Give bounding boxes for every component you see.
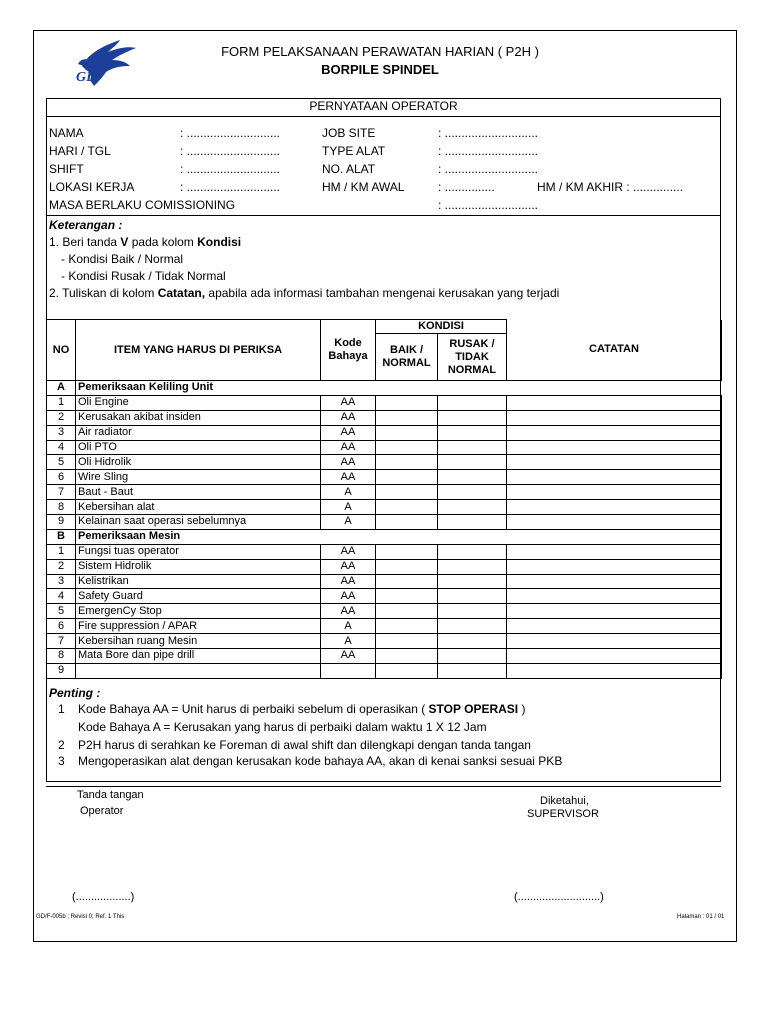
table-row <box>47 410 722 425</box>
table-row <box>47 634 722 649</box>
table-row <box>47 604 722 619</box>
header-baik: BAIK / NORMAL <box>376 334 438 381</box>
divider <box>46 116 721 117</box>
row-kode: A <box>321 619 376 634</box>
row-catatan-cell[interactable] <box>507 455 722 470</box>
keterangan-line3: - Kondisi Rusak / Tidak Normal <box>61 269 226 283</box>
row-kode: AA <box>321 574 376 589</box>
table-row <box>47 559 722 574</box>
penting-num-2: 2 <box>58 738 65 752</box>
text-bold: STOP OPERASI <box>428 702 519 716</box>
row-baik-cell[interactable] <box>376 455 438 470</box>
field-value-shift[interactable]: : ............................ <box>180 162 281 176</box>
row-baik-cell[interactable] <box>376 589 438 604</box>
row-catatan-cell[interactable] <box>507 544 722 559</box>
sign-operator-blank[interactable]: (..................) <box>72 891 135 903</box>
row-kode: AA <box>321 395 376 410</box>
row-no: 1 <box>47 544 76 559</box>
row-no: 8 <box>47 649 76 664</box>
row-kode: A <box>321 485 376 500</box>
keterangan-line1 <box>49 235 241 249</box>
row-no: 7 <box>47 634 76 649</box>
row-item: EmergenCy Stop <box>76 604 321 619</box>
row-baik-cell[interactable] <box>376 649 438 664</box>
field-value-nama[interactable]: : ............................ <box>180 126 281 140</box>
row-no: 4 <box>47 440 76 455</box>
row-rusak-cell[interactable] <box>438 410 507 425</box>
row-item: Wire Sling <box>76 470 321 485</box>
row-item: Safety Guard <box>76 589 321 604</box>
field-label-lokasi: LOKASI KERJA <box>49 180 135 194</box>
row-baik-cell[interactable] <box>376 485 438 500</box>
field-label-masa: MASA BERLAKU COMISSIONING <box>49 198 236 212</box>
row-baik-cell[interactable] <box>376 440 438 455</box>
row-kode: AA <box>321 589 376 604</box>
table-row <box>47 515 722 530</box>
field-label-nama: NAMA <box>49 126 84 140</box>
row-rusak-cell[interactable] <box>438 604 507 619</box>
row-kode: AA <box>321 470 376 485</box>
row-item: Oli PTO <box>76 440 321 455</box>
row-baik-cell[interactable] <box>376 515 438 530</box>
row-item: Kelistrikan <box>76 574 321 589</box>
text: 1. Beri tanda <box>49 235 121 249</box>
text: 2. Tuliskan di kolom <box>49 286 158 300</box>
table-row <box>47 574 722 589</box>
section-a-body <box>47 381 722 530</box>
row-baik-cell[interactable] <box>376 574 438 589</box>
row-catatan-cell[interactable] <box>507 515 722 530</box>
row-catatan-cell[interactable] <box>507 589 722 604</box>
field-label-hari: HARI / TGL <box>49 144 111 158</box>
row-kode: AA <box>321 455 376 470</box>
row-item: Oli Engine <box>76 395 321 410</box>
text-bold: Catatan, <box>157 286 206 300</box>
section-code: B <box>47 529 76 544</box>
row-catatan-cell[interactable] <box>507 663 722 678</box>
row-catatan-cell[interactable] <box>507 485 722 500</box>
row-catatan-cell[interactable] <box>507 395 722 410</box>
row-catatan-cell[interactable] <box>507 634 722 649</box>
row-item: Baut - Baut <box>76 485 321 500</box>
header-kondisi: KONDISI <box>376 320 507 334</box>
row-item: Kelainan saat operasi sebelumnya <box>76 515 321 530</box>
row-kode: A <box>321 634 376 649</box>
row-baik-cell[interactable] <box>376 425 438 440</box>
row-catatan-cell[interactable] <box>507 500 722 515</box>
row-catatan-cell[interactable] <box>507 410 722 425</box>
row-catatan-cell[interactable] <box>507 425 722 440</box>
row-no: 3 <box>47 574 76 589</box>
text: apabila ada informasi tambahan mengenai kerusakan yang terjadi <box>205 286 560 300</box>
sign-supervisor-blank[interactable]: (...........................) <box>514 891 604 903</box>
row-item <box>76 663 321 678</box>
row-kode <box>321 663 376 678</box>
form-title: FORM PELAKSANAAN PERAWATAN HARIAN ( P2H ) <box>221 44 539 59</box>
row-rusak-cell[interactable] <box>438 559 507 574</box>
row-kode: AA <box>321 559 376 574</box>
field-value-lokasi[interactable]: : ............................ <box>180 180 281 194</box>
row-baik-cell[interactable] <box>376 663 438 678</box>
logo-text: GD <box>76 70 97 85</box>
table-row <box>47 485 722 500</box>
header-kode: Kode Bahaya <box>321 320 376 381</box>
field-label-noalat: NO. ALAT <box>322 162 376 176</box>
penting-line3: Mengoperasikan alat dengan kerusakan kode bahaya AA, akan di kenai sanksi sesuai PKB <box>78 754 563 768</box>
table-row <box>47 589 722 604</box>
penting-heading: Penting : <box>49 686 101 700</box>
row-kode: AA <box>321 440 376 455</box>
row-rusak-cell[interactable] <box>438 470 507 485</box>
field-value-masa[interactable]: : ............................ <box>438 198 539 212</box>
table-row <box>47 440 722 455</box>
row-rusak-cell[interactable] <box>438 440 507 455</box>
row-rusak-cell[interactable] <box>438 663 507 678</box>
row-rusak-cell[interactable] <box>438 395 507 410</box>
section-row <box>47 381 722 396</box>
table-row <box>47 470 722 485</box>
row-no: 2 <box>47 559 76 574</box>
sign-operator-label2: Operator <box>80 805 124 817</box>
row-rusak-cell[interactable] <box>438 500 507 515</box>
penting-line2: P2H harus di serahkan ke Foreman di awal shift dan dilengkapi dengan tanda tangan <box>78 738 531 752</box>
section-title: Pemeriksaan Keliling Unit <box>76 381 722 396</box>
row-baik-cell[interactable] <box>376 410 438 425</box>
row-rusak-cell[interactable] <box>438 485 507 500</box>
row-kode: A <box>321 500 376 515</box>
row-catatan-cell[interactable] <box>507 574 722 589</box>
table-row <box>47 619 722 634</box>
field-label-type: TYPE ALAT <box>322 144 386 158</box>
row-no: 1 <box>47 395 76 410</box>
table-row <box>47 544 722 559</box>
row-catatan-cell[interactable] <box>507 470 722 485</box>
row-catatan-cell[interactable] <box>507 559 722 574</box>
footer-doc-code: GD/F-005b ; Revisi 0; Ref. 1 This <box>36 914 125 920</box>
penting-line1 <box>78 702 525 716</box>
penting-num-3: 3 <box>58 754 65 768</box>
field-value-hari[interactable]: : ............................ <box>180 144 281 158</box>
text-bold: Kondisi <box>197 235 242 249</box>
row-no: 5 <box>47 604 76 619</box>
sign-operator-label1: Tanda tangan <box>77 789 144 801</box>
row-no: 7 <box>47 485 76 500</box>
field-label-hmawal: HM / KM AWAL <box>322 180 405 194</box>
section-code: A <box>47 381 76 396</box>
divider <box>46 786 721 787</box>
penting-line1b: Kode Bahaya A = Kerusakan yang harus di perbaiki dalam waktu 1 X 12 Jam <box>78 720 487 734</box>
row-item: Oli Hidrolik <box>76 455 321 470</box>
row-kode: AA <box>321 410 376 425</box>
field-value-noalat[interactable]: : ............................ <box>438 162 539 176</box>
divider <box>46 215 721 216</box>
table-row <box>47 663 722 678</box>
row-item: Kebersihan alat <box>76 500 321 515</box>
company-logo <box>68 36 140 92</box>
section-b-body <box>47 529 722 678</box>
section-title: Pemeriksaan Mesin <box>76 529 722 544</box>
field-value-jobsite[interactable]: : ............................ <box>438 126 539 140</box>
row-kode: A <box>321 515 376 530</box>
row-baik-cell[interactable] <box>376 500 438 515</box>
keterangan-line2: - Kondisi Baik / Normal <box>61 252 184 266</box>
text: ) <box>518 702 526 716</box>
footer-page: Halaman : 01 / 01 <box>677 914 725 920</box>
row-rusak-cell[interactable] <box>438 634 507 649</box>
row-item: Fire suppression / APAR <box>76 619 321 634</box>
row-baik-cell[interactable] <box>376 544 438 559</box>
row-item: Kerusakan akibat insiden <box>76 410 321 425</box>
keterangan-line4 <box>49 286 559 300</box>
sign-supervisor-label2: SUPERVISOR <box>527 808 599 820</box>
row-baik-cell[interactable] <box>376 395 438 410</box>
field-value-hmawal[interactable]: : ............... <box>438 180 495 194</box>
row-rusak-cell[interactable] <box>438 649 507 664</box>
header-no: NO <box>47 320 76 381</box>
row-no: 9 <box>47 663 76 678</box>
text: pada kolom <box>128 235 198 249</box>
field-value-type[interactable]: : ............................ <box>438 144 539 158</box>
table-header-row <box>47 320 722 334</box>
operator-header: PERNYATAAN OPERATOR <box>309 99 458 113</box>
checklist-table <box>46 319 722 679</box>
row-no: 6 <box>47 470 76 485</box>
row-rusak-cell[interactable] <box>438 425 507 440</box>
penting-num-1: 1 <box>58 702 65 716</box>
field-hm-akhir[interactable]: HM / KM AKHIR : ............... <box>537 180 684 194</box>
row-item: Air radiator <box>76 425 321 440</box>
row-item: Kebersihan ruang Mesin <box>76 634 321 649</box>
row-kode: AA <box>321 604 376 619</box>
header-rusak: RUSAK / TIDAK NORMAL <box>438 334 507 381</box>
header-catatan: CATATAN <box>507 320 722 381</box>
row-baik-cell[interactable] <box>376 470 438 485</box>
section-row <box>47 529 722 544</box>
row-rusak-cell[interactable] <box>438 455 507 470</box>
field-label-jobsite: JOB SITE <box>322 126 376 140</box>
text: Kode Bahaya AA = Unit harus di perbaiki sebelum di operasikan ( <box>78 702 429 716</box>
row-item: Sistem Hidrolik <box>76 559 321 574</box>
row-no: 8 <box>47 500 76 515</box>
row-catatan-cell[interactable] <box>507 604 722 619</box>
row-catatan-cell[interactable] <box>507 440 722 455</box>
row-kode: AA <box>321 544 376 559</box>
row-rusak-cell[interactable] <box>438 619 507 634</box>
row-kode: AA <box>321 649 376 664</box>
row-no: 2 <box>47 410 76 425</box>
row-no: 4 <box>47 589 76 604</box>
row-rusak-cell[interactable] <box>438 589 507 604</box>
row-baik-cell[interactable] <box>376 634 438 649</box>
keterangan-heading: Keterangan : <box>49 218 123 232</box>
row-item: Mata Bore dan pipe drill <box>76 649 321 664</box>
sign-supervisor-label1: Diketahui, <box>540 795 589 807</box>
row-no: 9 <box>47 515 76 530</box>
table-row <box>47 649 722 664</box>
header-item: ITEM YANG HARUS DI PERIKSA <box>76 320 321 381</box>
field-label-shift: SHIFT <box>49 162 84 176</box>
row-catatan-cell[interactable] <box>507 619 722 634</box>
text-bold: V <box>120 235 129 249</box>
row-no: 6 <box>47 619 76 634</box>
table-row <box>47 425 722 440</box>
row-baik-cell[interactable] <box>376 619 438 634</box>
table-row <box>47 500 722 515</box>
row-rusak-cell[interactable] <box>438 515 507 530</box>
row-catatan-cell[interactable] <box>507 649 722 664</box>
form-subtitle: BORPILE SPINDEL <box>321 62 439 77</box>
table-row <box>47 395 722 410</box>
row-no: 3 <box>47 425 76 440</box>
row-baik-cell[interactable] <box>376 604 438 619</box>
table-row <box>47 455 722 470</box>
row-no: 5 <box>47 455 76 470</box>
row-item: Fungsi tuas operator <box>76 544 321 559</box>
row-baik-cell[interactable] <box>376 559 438 574</box>
row-rusak-cell[interactable] <box>438 544 507 559</box>
row-rusak-cell[interactable] <box>438 574 507 589</box>
row-kode: AA <box>321 425 376 440</box>
